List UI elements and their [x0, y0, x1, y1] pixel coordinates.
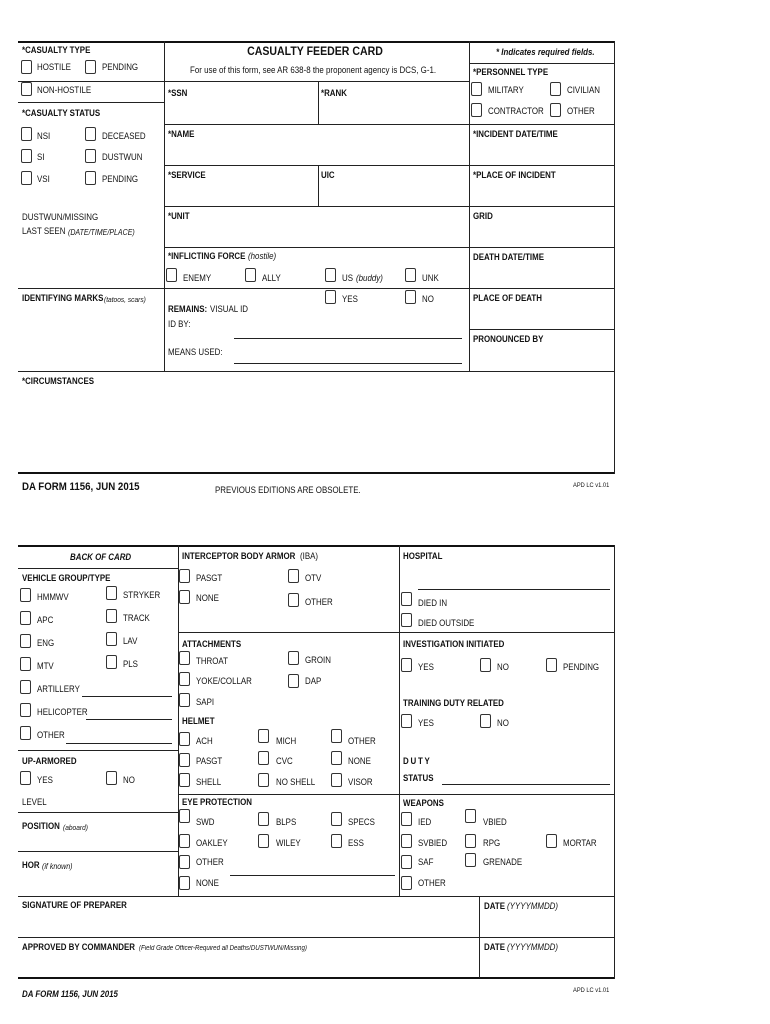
- inflicting-force-label: *INFLICTING FORCE: [168, 251, 246, 261]
- duty-status-field[interactable]: [442, 784, 610, 785]
- ally-checkbox[interactable]: [245, 268, 256, 282]
- identifying-marks-hint: (tatoos, scars): [104, 295, 146, 304]
- groin-label: GROIN: [305, 655, 331, 665]
- line: [18, 937, 615, 938]
- id-by-field[interactable]: [234, 338, 462, 339]
- vsi-label: VSI: [37, 174, 50, 184]
- service-uic-divider: [318, 165, 319, 206]
- line: [469, 206, 615, 207]
- back-top-border: [18, 545, 615, 547]
- investigation-label: INVESTIGATION INITIATED: [403, 639, 505, 649]
- eng-label: ENG: [37, 638, 55, 648]
- line: [469, 124, 615, 125]
- ess-label: ESS: [348, 838, 364, 848]
- last-seen-label: LAST SEEN: [22, 226, 66, 236]
- wiley-checkbox[interactable]: [258, 834, 269, 848]
- line: [18, 896, 615, 897]
- identifying-marks-label: IDENTIFYING MARKS: [22, 293, 104, 303]
- inflicting-force-hint: (hostile): [248, 251, 277, 261]
- eye-other-field[interactable]: [230, 875, 395, 876]
- iba-none-checkbox[interactable]: [179, 590, 190, 604]
- ach-label: ACH: [196, 736, 213, 746]
- lav-label: LAV: [123, 636, 138, 646]
- investigation-yes-label: YES: [418, 662, 434, 672]
- deceased-checkbox[interactable]: [85, 127, 96, 141]
- hor-hint: (if known): [42, 862, 73, 871]
- other-personnel-checkbox[interactable]: [550, 103, 561, 117]
- approved-date-hint: (YYYYMMDD): [507, 942, 559, 952]
- form-title: CASUALTY FEEDER CARD: [247, 44, 383, 58]
- si-checkbox[interactable]: [21, 149, 32, 163]
- ied-label: IED: [418, 817, 432, 827]
- back-form-id: DA FORM 1156, JUN 2015: [22, 989, 118, 999]
- hmmwv-label: HMMWV: [37, 592, 69, 602]
- up-armored-no-checkbox[interactable]: [106, 771, 117, 785]
- rpg-checkbox[interactable]: [465, 834, 476, 848]
- dap-checkbox[interactable]: [288, 674, 299, 688]
- otv-checkbox[interactable]: [288, 569, 299, 583]
- enemy-label: ENEMY: [183, 273, 212, 283]
- died-outside-checkbox[interactable]: [401, 613, 412, 627]
- training-label: TRAINING DUTY RELATED: [403, 698, 504, 708]
- pending-type-checkbox[interactable]: [85, 60, 96, 74]
- helmet-none-label: NONE: [348, 756, 371, 766]
- si-label: SI: [37, 152, 45, 162]
- investigation-no-checkbox[interactable]: [480, 658, 491, 672]
- remains-yes-checkbox[interactable]: [325, 290, 336, 304]
- mortar-checkbox[interactable]: [546, 834, 557, 848]
- lav-checkbox[interactable]: [106, 632, 117, 646]
- hostile-checkbox[interactable]: [21, 60, 32, 74]
- vehicle-other-field[interactable]: [66, 743, 172, 744]
- attachments-label: ATTACHMENTS: [182, 639, 242, 649]
- eye-none-label: NONE: [196, 878, 219, 888]
- pending-status-label: PENDING: [102, 174, 139, 184]
- dustwun-label: DUSTWUN: [102, 152, 143, 162]
- remains-no-checkbox[interactable]: [405, 290, 416, 304]
- required-note: * Indicates required fields.: [496, 47, 595, 57]
- weapons-other-checkbox[interactable]: [401, 876, 412, 890]
- ach-checkbox[interactable]: [179, 732, 190, 746]
- iba-other-checkbox[interactable]: [288, 593, 299, 607]
- iba-pasgt-checkbox[interactable]: [179, 569, 190, 583]
- line: [18, 812, 178, 813]
- signature-date-hint: (YYYYMMDD): [507, 901, 559, 911]
- incident-datetime-label: *INCIDENT DATE/TIME: [473, 129, 558, 139]
- line: [469, 165, 615, 166]
- line: [164, 81, 469, 82]
- training-no-checkbox[interactable]: [480, 714, 491, 728]
- yoke-collar-checkbox[interactable]: [179, 672, 190, 686]
- remains-label: REMAINS:: [168, 304, 208, 314]
- artillery-label: ARTILLERY: [37, 684, 80, 694]
- training-yes-checkbox[interactable]: [401, 714, 412, 728]
- blps-checkbox[interactable]: [258, 812, 269, 826]
- pending-type-label: PENDING: [102, 62, 139, 72]
- contractor-checkbox[interactable]: [471, 103, 482, 117]
- line: [469, 63, 615, 64]
- pls-checkbox[interactable]: [106, 655, 117, 669]
- investigation-pending-checkbox[interactable]: [546, 658, 557, 672]
- last-seen-hint: (DATE/TIME/PLACE): [68, 228, 135, 237]
- vbied-label: VBIED: [483, 817, 507, 827]
- vehicle-other-label: OTHER: [37, 730, 65, 740]
- line: [399, 632, 615, 633]
- wiley-label: WILEY: [276, 838, 301, 848]
- vsi-checkbox[interactable]: [21, 171, 32, 185]
- eye-none-checkbox[interactable]: [179, 876, 190, 890]
- died-in-checkbox[interactable]: [401, 592, 412, 606]
- line: [469, 247, 615, 248]
- grenade-checkbox[interactable]: [465, 853, 476, 867]
- line: [469, 288, 615, 289]
- eye-other-label: OTHER: [196, 857, 224, 867]
- pending-status-checkbox[interactable]: [85, 171, 96, 185]
- weapons-label: WEAPONS: [403, 798, 444, 808]
- up-armored-yes-label: YES: [37, 775, 53, 785]
- iba-pasgt-label: PASGT: [196, 573, 223, 583]
- military-label: MILITARY: [488, 85, 524, 95]
- training-no-label: NO: [497, 718, 509, 728]
- eng-checkbox[interactable]: [20, 634, 31, 648]
- helicopter-checkbox[interactable]: [20, 703, 31, 717]
- hospital-field[interactable]: [418, 589, 610, 590]
- visor-label: VISOR: [348, 777, 373, 787]
- died-in-label: DIED IN: [418, 598, 448, 608]
- dustwun-missing-label: DUSTWUN/MISSING: [22, 212, 99, 222]
- unit-label: *UNIT: [168, 211, 190, 221]
- grid-label: GRID: [473, 211, 493, 221]
- uic-label: UIC: [321, 170, 335, 180]
- line: [164, 124, 469, 125]
- approved-hint: (Field Grade Officer-Required all Deaths/DUSTWUN/Missing): [139, 945, 307, 952]
- saf-checkbox[interactable]: [401, 855, 412, 869]
- eye-protection-label: EYE PROTECTION: [182, 797, 252, 807]
- front-top-border: [18, 41, 615, 43]
- non-hostile-label: NON-HOSTILE: [37, 85, 92, 95]
- back-of-card-label: BACK OF CARD: [70, 552, 132, 562]
- blps-label: BLPS: [276, 817, 297, 827]
- died-outside-label: DIED OUTSIDE: [418, 618, 475, 628]
- rpg-label: RPG: [483, 838, 501, 848]
- artillery-checkbox[interactable]: [20, 680, 31, 694]
- groin-checkbox[interactable]: [288, 651, 299, 665]
- eye-other-checkbox[interactable]: [179, 855, 190, 869]
- track-label: TRACK: [123, 613, 150, 623]
- iba-label: INTERCEPTOR BODY ARMOR: [182, 551, 296, 561]
- signature-label: SIGNATURE OF PREPARER: [22, 900, 127, 910]
- us-checkbox[interactable]: [325, 268, 336, 282]
- line: [18, 288, 164, 289]
- line: [178, 632, 399, 633]
- training-yes-label: YES: [418, 718, 434, 728]
- iba-none-label: NONE: [196, 593, 219, 603]
- civilian-checkbox[interactable]: [550, 82, 561, 96]
- front-right-border: [614, 41, 615, 474]
- line: [469, 329, 615, 330]
- line: [18, 750, 178, 751]
- cvc-checkbox[interactable]: [258, 751, 269, 765]
- nsi-checkbox[interactable]: [21, 127, 32, 141]
- casualty-type-label: *CASUALTY TYPE: [22, 45, 91, 55]
- specs-checkbox[interactable]: [331, 812, 342, 826]
- line: [178, 794, 399, 795]
- nsi-label: NSI: [37, 131, 51, 141]
- ied-checkbox[interactable]: [401, 812, 412, 826]
- no-shell-checkbox[interactable]: [258, 773, 269, 787]
- back-bottom-border: [18, 977, 615, 979]
- circumstances-label: *CIRCUMSTANCES: [22, 376, 95, 386]
- us-label: US: [342, 273, 354, 283]
- pronounced-by-label: PRONOUNCED BY: [473, 334, 544, 344]
- up-armored-yes-checkbox[interactable]: [20, 771, 31, 785]
- oakley-checkbox[interactable]: [179, 834, 190, 848]
- throat-label: THROAT: [196, 656, 228, 666]
- remains-yes-label: YES: [342, 294, 358, 304]
- place-of-incident-label: *PLACE OF INCIDENT: [473, 170, 556, 180]
- service-label: *SERVICE: [168, 170, 206, 180]
- front-bottom-border: [18, 472, 615, 474]
- non-hostile-checkbox[interactable]: [21, 82, 32, 96]
- grenade-label: GRENADE: [483, 857, 523, 867]
- shell-label: SHELL: [196, 777, 222, 787]
- line: [18, 102, 164, 103]
- line: [164, 165, 469, 166]
- apc-label: APC: [37, 615, 54, 625]
- obsolete-note: PREVIOUS EDITIONS ARE OBSOLETE.: [215, 485, 361, 495]
- approved-label: APPROVED BY COMMANDER: [22, 942, 135, 952]
- hospital-label: HOSPITAL: [403, 551, 443, 561]
- front-version: APD LC v1.01: [573, 482, 610, 489]
- form-subtitle: For use of this form, see AR 638-8 the proponent agency is DCS, G-1.: [190, 65, 437, 75]
- line: [399, 794, 615, 795]
- position-hint: (aboard): [63, 823, 88, 832]
- back-right-border: [614, 545, 615, 979]
- unk-checkbox[interactable]: [405, 268, 416, 282]
- helmet-label: HELMET: [182, 716, 215, 726]
- sapi-checkbox[interactable]: [179, 693, 190, 707]
- swd-label: SWD: [196, 817, 215, 827]
- track-checkbox[interactable]: [106, 609, 117, 623]
- saf-label: SAF: [418, 857, 434, 867]
- shell-checkbox[interactable]: [179, 773, 190, 787]
- helmet-pasgt-checkbox[interactable]: [179, 753, 190, 767]
- line: [164, 247, 469, 248]
- personnel-type-label: *PERSONNEL TYPE: [473, 67, 549, 77]
- mtv-label: MTV: [37, 661, 54, 671]
- back-col3-divider: [399, 545, 400, 896]
- means-used-label: MEANS USED:: [168, 347, 223, 357]
- iba-other-label: OTHER: [305, 597, 333, 607]
- unk-label: UNK: [422, 273, 439, 283]
- dustwun-checkbox[interactable]: [85, 149, 96, 163]
- name-label: *NAME: [168, 129, 195, 139]
- specs-label: SPECS: [348, 817, 375, 827]
- swd-checkbox[interactable]: [179, 809, 190, 823]
- contractor-label: CONTRACTOR: [488, 106, 544, 116]
- duty-label: DUTY: [403, 756, 432, 766]
- investigation-pending-label: PENDING: [563, 662, 600, 672]
- vehicle-other-checkbox[interactable]: [20, 726, 31, 740]
- casualty-status-label: *CASUALTY STATUS: [22, 108, 101, 118]
- civilian-label: CIVILIAN: [567, 85, 601, 95]
- other-personnel-label: OTHER: [567, 106, 595, 116]
- helicopter-label: HELICOPTER: [37, 707, 88, 717]
- helmet-pasgt-label: PASGT: [196, 756, 223, 766]
- rank-label: *RANK: [321, 88, 347, 98]
- level-label: LEVEL: [22, 797, 47, 807]
- apc-checkbox[interactable]: [20, 611, 31, 625]
- svbied-label: SVBIED: [418, 838, 448, 848]
- svbied-checkbox[interactable]: [401, 834, 412, 848]
- hmmwv-checkbox[interactable]: [20, 588, 31, 602]
- means-used-field[interactable]: [234, 363, 462, 364]
- stryker-checkbox[interactable]: [106, 586, 117, 600]
- no-shell-label: NO SHELL: [276, 777, 316, 787]
- visual-id-label: VISUAL ID: [210, 304, 249, 314]
- vbied-checkbox[interactable]: [465, 809, 476, 823]
- mich-label: MICH: [276, 736, 297, 746]
- approved-date-label: DATE: [484, 942, 505, 952]
- yoke-collar-label: YOKE/COLLAR: [196, 676, 252, 686]
- signature-date-label: DATE: [484, 901, 505, 911]
- pls-label: PLS: [123, 659, 138, 669]
- throat-checkbox[interactable]: [179, 651, 190, 665]
- sapi-label: SAPI: [196, 697, 215, 707]
- id-by-label: ID BY:: [168, 319, 191, 329]
- ssn-rank-divider: [318, 81, 319, 124]
- line: [164, 288, 469, 289]
- status-label: STATUS: [403, 773, 434, 783]
- otv-label: OTV: [305, 573, 322, 583]
- investigation-no-label: NO: [497, 662, 509, 672]
- ssn-label: *SSN: [168, 88, 188, 98]
- vehicle-label: VEHICLE GROUP/TYPE: [22, 573, 111, 583]
- place-of-death-label: PLACE OF DEATH: [473, 293, 542, 303]
- line: [18, 851, 178, 852]
- back-version: APD LC v1.01: [573, 987, 610, 994]
- deceased-label: DECEASED: [102, 131, 146, 141]
- death-datetime-label: DEATH DATE/TIME: [473, 252, 544, 262]
- position-label: POSITION: [22, 821, 60, 831]
- helicopter-field[interactable]: [86, 719, 172, 720]
- investigation-yes-checkbox[interactable]: [401, 658, 412, 672]
- remains-no-label: NO: [422, 294, 434, 304]
- ally-label: ALLY: [262, 273, 281, 283]
- helmet-other-label: OTHER: [348, 736, 376, 746]
- up-armored-label: UP-ARMORED: [22, 756, 77, 766]
- visor-checkbox[interactable]: [331, 773, 342, 787]
- us-hint: (buddy): [356, 273, 383, 283]
- cvc-label: CVC: [276, 756, 293, 766]
- up-armored-no-label: NO: [123, 775, 135, 785]
- dap-label: DAP: [305, 676, 322, 686]
- hor-label: HOR: [22, 860, 40, 870]
- line: [18, 81, 164, 82]
- front-form-id: DA FORM 1156, JUN 2015: [22, 481, 140, 493]
- military-checkbox[interactable]: [471, 82, 482, 96]
- mortar-label: MORTAR: [563, 838, 597, 848]
- artillery-field[interactable]: [82, 696, 172, 697]
- enemy-checkbox[interactable]: [166, 268, 177, 282]
- stryker-label: STRYKER: [123, 590, 161, 600]
- line: [18, 568, 178, 569]
- hostile-label: HOSTILE: [37, 62, 71, 72]
- mtv-checkbox[interactable]: [20, 657, 31, 671]
- ess-checkbox[interactable]: [331, 834, 342, 848]
- oakley-label: OAKLEY: [196, 838, 228, 848]
- line: [18, 371, 615, 372]
- iba-hint: (IBA): [300, 551, 319, 561]
- line: [164, 206, 469, 207]
- helmet-other-checkbox[interactable]: [331, 729, 342, 743]
- helmet-none-checkbox[interactable]: [331, 751, 342, 765]
- mich-checkbox[interactable]: [258, 729, 269, 743]
- weapons-other-label: OTHER: [418, 878, 446, 888]
